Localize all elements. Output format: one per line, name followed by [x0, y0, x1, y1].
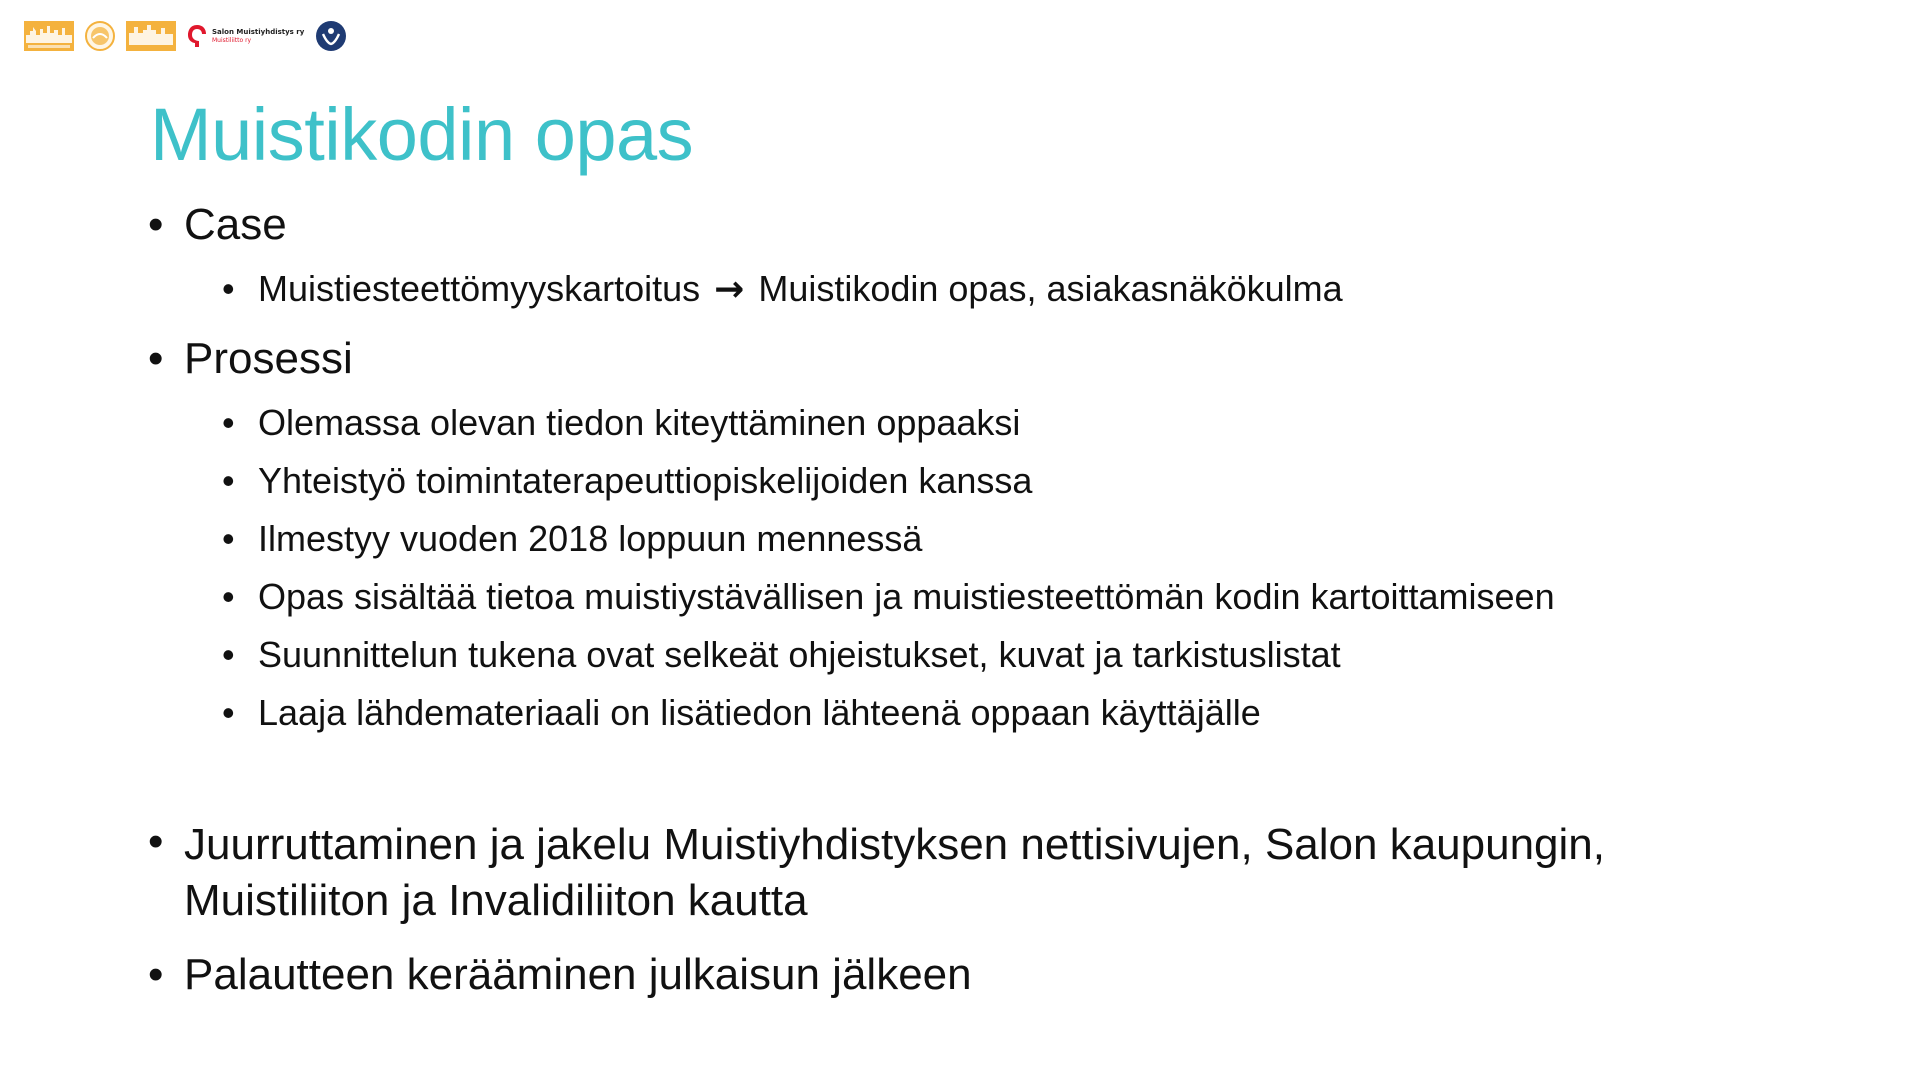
- bullet-dot: •: [148, 950, 164, 999]
- salon-logo-text: Salon Muistiyhdistys ry: [212, 27, 305, 36]
- city-skyline-logo-1: [24, 18, 74, 54]
- slide-title: Muistikodin opas: [150, 93, 694, 176]
- sub-bullet-dot: •: [222, 518, 235, 559]
- sub-bullet-text: Laaja lähdemateriaali on lisätiedon lähteenä oppaan käyttäjälle: [258, 692, 1261, 733]
- city-skyline-logo-2: [126, 18, 176, 54]
- sub-bullet-dot: •: [222, 460, 235, 501]
- sub-bullet-text-right: Muistikodin opas, asiakasnäkökulma: [758, 268, 1343, 309]
- bullet-dot: •: [148, 817, 164, 866]
- salon-muistiyhdistys-logo: [186, 18, 304, 54]
- sub-bullet-dot: •: [222, 634, 235, 675]
- bullet-dot: •: [148, 200, 164, 249]
- sub-bullet-text: Olemassa olevan tiedon kiteyttäminen oppaaksi: [258, 402, 1021, 443]
- bullet-text: Case: [184, 200, 287, 249]
- partner-logos: [24, 16, 348, 56]
- sub-bullet-dot: •: [222, 268, 235, 309]
- salon-logo-subtext: Muistiliitto ry: [212, 36, 252, 44]
- sub-bullet-text-left: Muistiesteettömyyskartoitus: [258, 268, 701, 309]
- sub-bullet-text: Suunnittelun tukena ovat selkeät ohjeistukset, kuvat ja tarkistuslistat: [258, 634, 1341, 675]
- sub-bullet-text: Opas sisältää tietoa muistiystävällisen ja muistiesteettömän kodin kartoittamiseen: [258, 576, 1555, 617]
- sub-bullet-dot: •: [222, 576, 235, 617]
- round-emblem-logo: [314, 18, 348, 54]
- bullet-text: Palautteen kerääminen julkaisun jälkeen: [184, 950, 972, 999]
- sub-bullet-text: [258, 268, 1343, 310]
- sub-bullet-text: Ilmestyy vuoden 2018 loppuun mennessä: [258, 518, 923, 559]
- sub-bullet-text: Yhteistyö toimintaterapeuttiopiskelijoiden kanssa: [258, 460, 1033, 501]
- bullet-dot: •: [148, 334, 164, 383]
- bullet-text: Juurruttaminen ja jakelu Muistiyhdistyksen nettisivujen, Salon kaupungin, Muistiliiton ja Invalidiliiton kautta: [184, 820, 1605, 925]
- bullet-text: Prosessi: [184, 334, 353, 383]
- round-badge-logo: [84, 18, 116, 54]
- sub-bullet-dot: •: [222, 402, 235, 443]
- sub-bullet-dot: •: [222, 692, 235, 733]
- arrow-right-icon: →: [714, 269, 745, 310]
